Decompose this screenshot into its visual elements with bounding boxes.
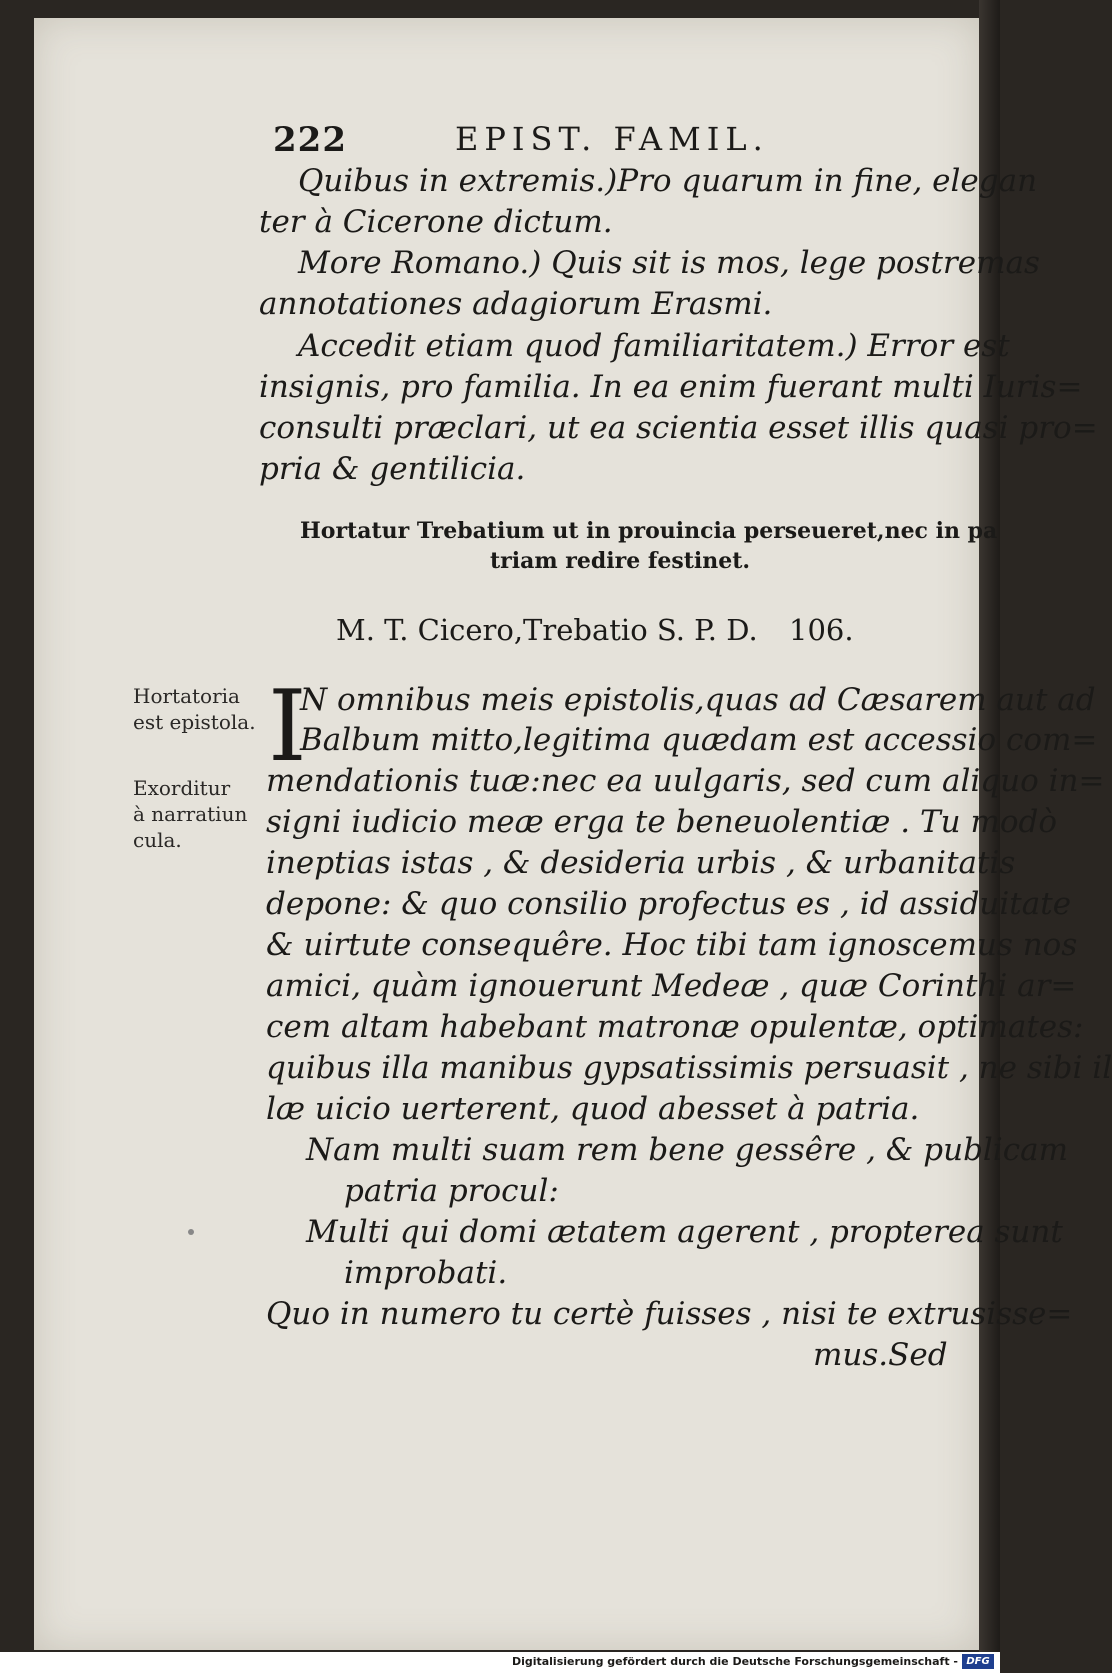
verse-line: patria procul: <box>344 1173 559 1209</box>
argument-line: triam redire festinet. <box>490 548 751 574</box>
dfg-logo: DFG <box>962 1654 994 1669</box>
commentary-line: insignis, pro familia. In ea enim fuerant multi Iuris= <box>259 369 1083 405</box>
letter-line: quibus illa manibus gypsatissimis persuasit , ne sibi il <box>266 1050 1112 1086</box>
margin-note: Exorditur <box>133 776 231 800</box>
letter-line: & uirtute consequêre. Hoc tibi tam ignoscemus nos <box>266 927 1078 963</box>
letter-line: depone: & quo consilio profectus es , id assiduitate <box>266 886 1072 922</box>
commentary-line: Accedit etiam quod familiaritatem.) Error est <box>298 328 1010 364</box>
page-number: 222 <box>273 120 347 160</box>
margin-note: est epistola. <box>133 710 256 734</box>
verse-line: Nam multi suam rem bene gessêre , & publicam <box>306 1132 1068 1168</box>
drop-initial: I <box>268 670 307 784</box>
letter-line: Quo in numero tu certè fuisses , nisi te extrusisse= <box>266 1296 1073 1332</box>
salutation: M. T. Cicero,Trebatio S. P. D. <box>336 613 758 647</box>
letter-line: mendationis tuæ:nec ea uulgaris, sed cum aliquo in= <box>266 763 1105 799</box>
verse-line: improbati. <box>344 1255 508 1291</box>
letter-line: Balbum mitto,legitima quædam est accessio com= <box>300 722 1098 758</box>
commentary-line: More Romano.) Quis sit is mos, lege postremas <box>298 245 1040 281</box>
commentary-line: pria & gentilicia. <box>259 451 526 487</box>
letter-line: signi iudicio meæ erga te beneuolentiæ . Tu modò <box>266 804 1058 840</box>
verse-line: Multi qui domi ætatem agerent , propterea sunt <box>306 1214 1063 1250</box>
letter-line: cem altam habebant matronæ opulentæ, optimates: <box>266 1009 1084 1045</box>
paper-speck <box>188 1229 194 1235</box>
running-title: EPIST. FAMIL. <box>455 120 769 158</box>
catchword: mus.Sed <box>813 1337 948 1373</box>
margin-note: à narratiun <box>133 802 248 826</box>
argument-line: Hortatur Trebatium ut in prouincia perseueret,nec in pa <box>300 518 998 544</box>
digitization-credit: Digitalisierung gefördert durch die Deutsche Forschungsgemeinschaft - <box>511 1655 958 1668</box>
margin-note: Hortatoria <box>133 684 240 708</box>
margin-note: cula. <box>133 828 182 852</box>
commentary-line: consulti præclari, ut ea scientia esset illis quasi pro= <box>259 410 1098 446</box>
letter-line: N omnibus meis epistolis,quas ad Cæsarem aut ad <box>300 682 1096 718</box>
commentary-line: ter à Cicerone dictum. <box>259 204 613 240</box>
letter-line: læ uicio uerterent, quod abesset à patria. <box>266 1091 920 1127</box>
commentary-line: Quibus in extremis.)Pro quarum in fine, elegan <box>298 163 1038 199</box>
letter-line: amici, quàm ignouerunt Medeæ , quæ Corinthi ar= <box>266 968 1077 1004</box>
letter-line: ineptias istas , & desideria urbis , & urbanitatis <box>266 845 1016 881</box>
letter-number: 106. <box>789 613 854 647</box>
commentary-line: annotationes adagiorum Erasmi. <box>259 286 773 322</box>
